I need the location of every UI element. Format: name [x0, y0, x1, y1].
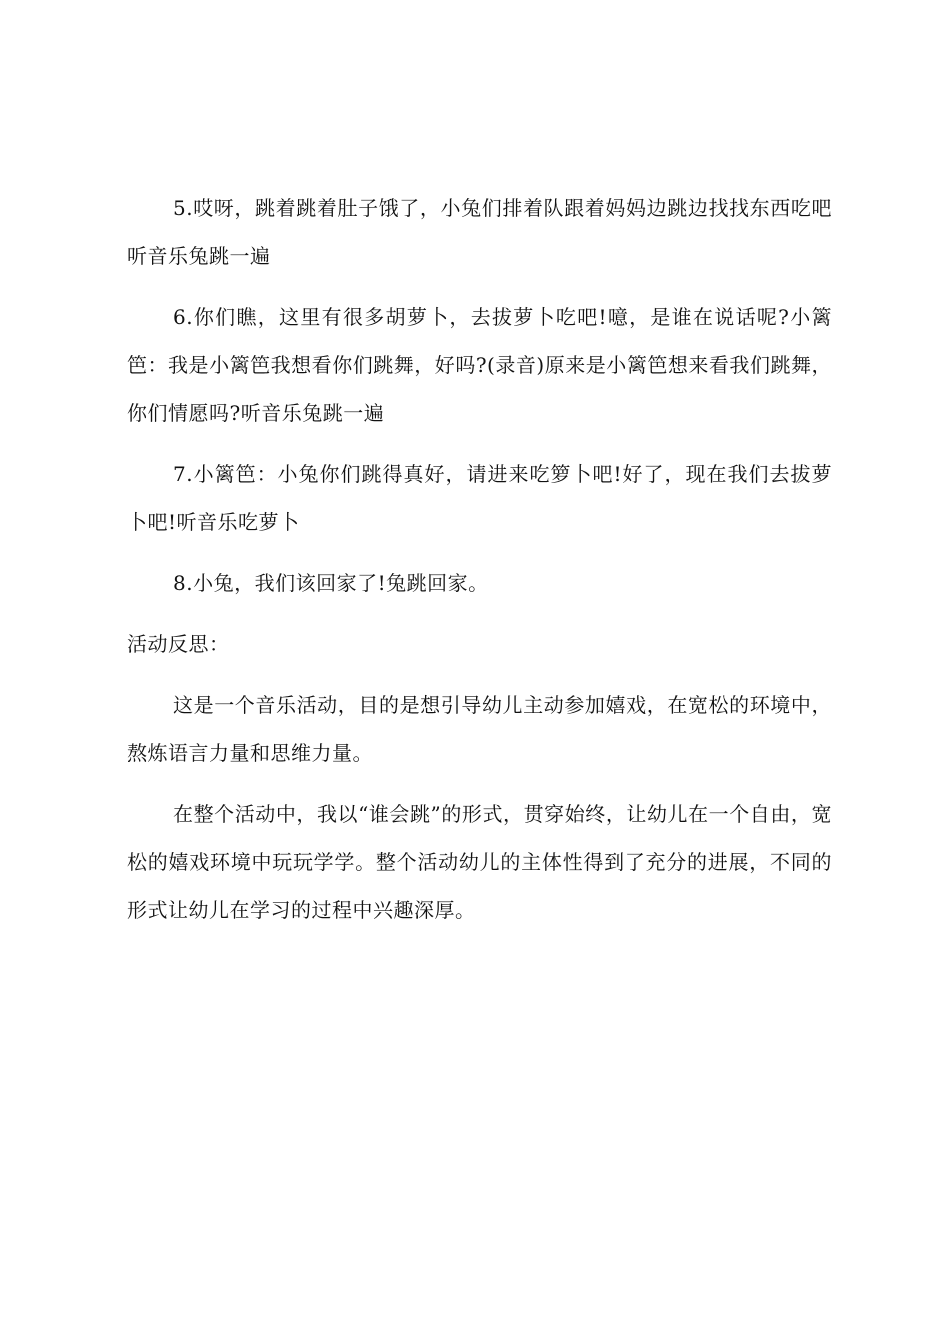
- document-body: [127, 184, 832, 947]
- paragraph-step-6: 6.你们瞧，这里有很多胡萝卜，去拔萝卜吃吧!噫，是谁在说话呢?小篱笆：我是小篱笆我想看你们跳舞，好吗?(录音)原来是小篱笆想来看我们跳舞，你们情愿吗?听音乐兔跳一遍: [127, 305, 832, 425]
- paragraph-reflection-1: 这是一个音乐活动，目的是想引导幼儿主动参加嬉戏，在宽松的环境中，熬炼语言力量和思维力量。: [127, 693, 832, 765]
- paragraph-reflection-2: 在整个活动中，我以“谁会跳”的形式，贯穿始终，让幼儿在一个自由，宽松的嬉戏环境中玩玩学学。整个活动幼儿的主体性得到了充分的进展，不同的形式让幼儿在学习的过程中兴趣深厚。: [127, 802, 832, 922]
- paragraph-step-7: 7.小篱笆：小兔你们跳得真好，请进来吃箩卜吧!好了，现在我们去拔萝卜吧!听音乐吃萝卜: [127, 462, 832, 534]
- paragraph-step-8: 8.小兔，我们该回家了!兔跳回家。: [173, 571, 489, 595]
- reflection-heading: 活动反思：: [127, 632, 230, 656]
- paragraph-step-5: 5.哎呀，跳着跳着肚子饿了，小兔们排着队跟着妈妈边跳边找找东西吃吧听音乐兔跳一遍: [127, 196, 832, 268]
